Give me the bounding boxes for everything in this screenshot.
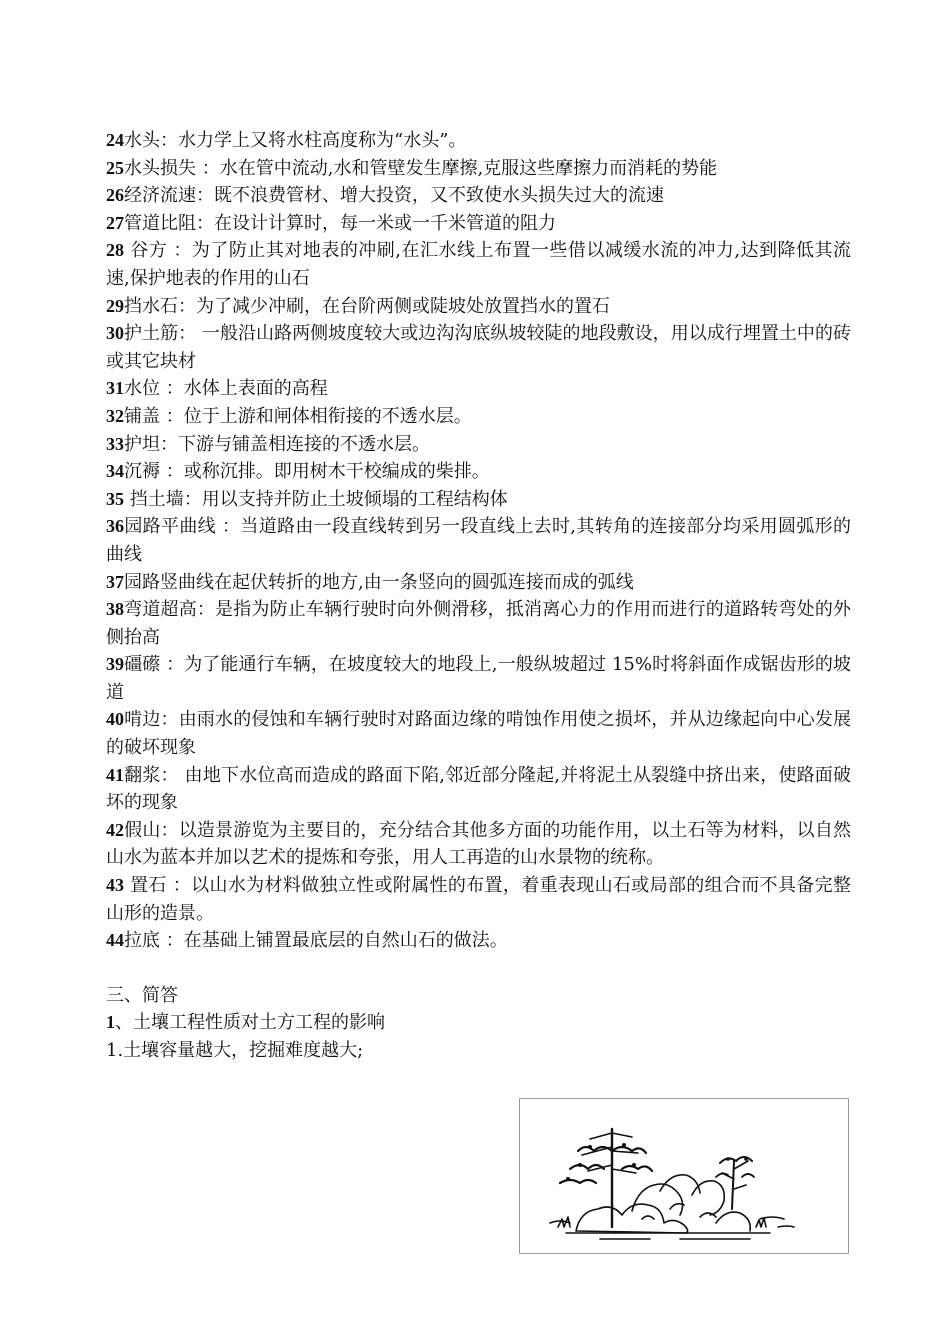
entry-text: 挡土墙：用以支持并防止土坡倾塌的工程结构体 <box>124 488 508 510</box>
glossary-entry <box>106 872 851 927</box>
question-number: 1 <box>106 1012 115 1033</box>
entry-text: 置石 ：以山水为材料做独立性或附属性的布置，着重表现山石或局部的组合而不具备完整山形的造景。 <box>106 875 851 924</box>
entry-number: 30 <box>106 323 124 344</box>
entry-number: 40 <box>106 709 124 730</box>
entry-text: 弯道超高：是指为防止车辆行驶时向外侧滑移，抵消离心力的作用而进行的道路转弯处的外侧抬高 <box>106 599 851 648</box>
document-body <box>106 127 851 1065</box>
glossary-entry <box>106 320 851 375</box>
glossary-entry <box>106 651 851 706</box>
glossary-entry <box>106 155 851 183</box>
entry-text: 假山：以造景游览为主要目的，充分结合其他多方面的功能作用，以土石等为材料，以自然山水为蓝本并加以艺术的提炼和夸张，用人工再造的山水景物的统称。 <box>106 819 851 869</box>
entry-number: 37 <box>106 571 124 592</box>
glossary-entry <box>106 293 851 321</box>
glossary-entry <box>106 431 851 459</box>
entry-number: 38 <box>106 599 124 620</box>
glossary-entry <box>106 513 851 568</box>
question-heading <box>106 1009 851 1037</box>
glossary-entry <box>106 375 851 403</box>
glossary-entry <box>106 596 851 651</box>
entry-text: 管道比阻：在设计计算时，每一米或一千米管道的阻力 <box>124 212 556 234</box>
entry-number: 29 <box>106 295 124 316</box>
entry-number: 43 <box>106 875 124 896</box>
entry-text: 护坦：下游与铺盖相连接的不透水层。 <box>124 433 430 455</box>
entry-number: 25 <box>106 157 124 178</box>
glossary-entry <box>106 706 851 761</box>
answer-line: 1.土壤容量越大，挖掘难度越大; <box>106 1040 364 1061</box>
entry-number: 36 <box>106 516 124 537</box>
entry-text: 经济流速：既不浪费管材、增大投资，又不致使水头损失过大的流速 <box>124 185 664 207</box>
entry-text: 护土筋： 一般沿山路两侧坡度较大或边沟沟底纵坡较陡的地段敷设，用以成行埋置土中的砖或其它块材 <box>106 323 851 372</box>
entry-number: 39 <box>106 654 124 675</box>
entry-text: 啃边：由雨水的侵蚀和车辆行驶时对路面边缘的啃蚀作用使之损坏，并从边缘起向中心发展的破坏现象 <box>106 709 851 759</box>
glossary-entry <box>106 927 851 955</box>
entry-number: 28 <box>106 240 124 261</box>
entry-text: 礓礤 ：为了能通行车辆，在坡度较大的地段上,一般纵坡超过 15%时将斜面作成锯齿形的坡道 <box>106 654 851 703</box>
glossary-entry <box>106 210 851 238</box>
entry-text: 拉底 ：在基础上铺置最底层的自然山石的做法。 <box>124 930 508 952</box>
rockery-drawing <box>520 1099 848 1253</box>
entry-text: 水头损失 ：水在管中流动,水和管壁发生摩擦,克服这些摩擦力而消耗的势能 <box>124 157 718 179</box>
glossary-entry <box>106 403 851 431</box>
entry-number: 44 <box>106 930 124 951</box>
entry-number: 35 <box>106 488 124 509</box>
glossary-entry <box>106 817 851 872</box>
glossary-entry <box>106 182 851 210</box>
question-text: 、土壤工程性质对土方工程的影响 <box>115 1012 385 1034</box>
entry-text: 水头：水力学上又将水柱高度称为“水头”。 <box>124 130 467 151</box>
glossary-entry <box>106 127 851 155</box>
entry-text: 沉褥 ：或称沉排。即用树木干校编成的柴排。 <box>124 461 490 483</box>
spacer <box>106 955 851 982</box>
entry-number: 42 <box>106 819 124 840</box>
entry-text: 水位 ：水体上表面的高程 <box>124 378 328 400</box>
glossary-entry <box>106 237 851 292</box>
entry-text: 翻浆： 由地下水位高而造成的路面下陷,邻近部分隆起,并将泥土从裂缝中挤出来，使路面破坏的现象 <box>106 764 851 814</box>
entry-number: 26 <box>106 185 124 206</box>
entry-number: 31 <box>106 378 124 399</box>
entry-text: 园路竖曲线在起伏转折的地方,由一条竖向的圆弧连接而成的弧线 <box>124 571 634 593</box>
entry-text: 挡水石：为了减少冲刷，在台阶两侧或陡坡处放置挡水的置石 <box>124 295 610 317</box>
glossary-entry <box>106 762 851 817</box>
entry-number: 41 <box>106 764 124 785</box>
entry-number: 33 <box>106 433 124 454</box>
glossary-entry <box>106 458 851 486</box>
entry-number: 34 <box>106 461 124 482</box>
entry-text: 铺盖 ：位于上游和闸体相衔接的不透水层。 <box>124 405 472 427</box>
glossary-list <box>106 127 851 955</box>
entry-number: 24 <box>106 130 124 150</box>
entry-text: 园路平曲线 ：当道路由一段直线转到另一段直线上去时,其转角的连接部分均采用圆弧形的曲线 <box>106 516 851 565</box>
rockery-illustration <box>519 1098 849 1254</box>
glossary-entry <box>106 569 851 597</box>
entry-number: 27 <box>106 212 124 233</box>
section-title: 三、简答 <box>106 984 178 1006</box>
glossary-entry <box>106 486 851 514</box>
entry-number: 32 <box>106 405 124 426</box>
entry-text: 谷方 ：为了防止其对地表的冲刷,在汇水线上布置一些借以减缓水流的冲力,达到降低其流速,保护地表的作用的山石 <box>106 240 851 289</box>
